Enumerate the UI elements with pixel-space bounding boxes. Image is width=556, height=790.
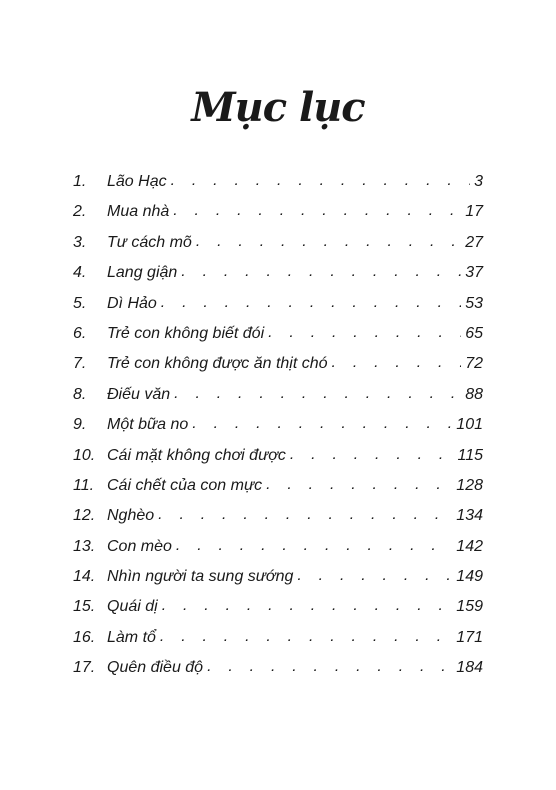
toc-dot-leader [207, 658, 452, 676]
toc-entry-number: 2. [73, 203, 87, 221]
toc-entry-title: Điếu văn [107, 386, 174, 404]
table-of-contents [73, 173, 483, 690]
toc-dot-leader [196, 233, 461, 251]
toc-entry[interactable] [73, 477, 483, 507]
toc-entry[interactable] [73, 416, 483, 446]
toc-entry-title: Cái mặt không chơi được [107, 447, 290, 465]
toc-entry-title: Trẻ con không được ăn thịt chó [107, 355, 332, 373]
toc-entry[interactable] [73, 659, 483, 689]
toc-entry-page: 37 [461, 264, 483, 282]
toc-dot-leader [332, 354, 462, 372]
toc-entry[interactable] [73, 234, 483, 264]
toc-entry-number: 11. [73, 476, 95, 494]
toc-entry-title: Dì Hảo [107, 295, 161, 313]
toc-entry-page: 159 [452, 598, 483, 616]
toc-dot-leader [290, 446, 454, 464]
toc-entry-page: 72 [461, 355, 483, 373]
toc-dot-leader [171, 172, 471, 190]
toc-entry-title: Trẻ con không biết đói [107, 325, 268, 343]
toc-entry-title: Lang giận [107, 264, 181, 282]
toc-entry[interactable] [73, 264, 483, 294]
toc-entry-number: 1. [73, 173, 87, 190]
toc-entry-page: 3 [470, 173, 483, 191]
toc-entry[interactable] [73, 568, 483, 598]
toc-entry-number: 3. [73, 233, 87, 251]
toc-entry-title: Lão Hạc [107, 173, 171, 191]
toc-entry-page: 101 [452, 416, 483, 434]
toc-entry-page: 171 [452, 629, 483, 647]
toc-entry[interactable] [73, 598, 483, 628]
toc-entry-number: 7. [73, 355, 87, 373]
toc-entry-number: 4. [73, 264, 87, 282]
toc-entry-page: 142 [452, 538, 483, 556]
toc-entry[interactable] [73, 355, 483, 385]
page-title: Mục lục [191, 84, 365, 131]
toc-entry[interactable] [73, 386, 483, 416]
toc-dot-leader [266, 476, 452, 494]
toc-dot-leader [173, 202, 461, 220]
toc-entry-number: 15. [73, 598, 96, 616]
toc-entry-title: Mua nhà [107, 203, 173, 221]
toc-entry-number: 13. [73, 537, 96, 555]
toc-dot-leader [160, 628, 452, 646]
toc-entry[interactable] [73, 447, 483, 477]
toc-entry-page: 65 [461, 325, 483, 343]
toc-entry-page: 149 [452, 568, 483, 586]
toc-entry-number: 9. [73, 416, 87, 434]
toc-entry-title: Cái chết của con mực [107, 477, 266, 495]
toc-dot-leader [176, 537, 452, 555]
toc-dot-leader [192, 415, 452, 433]
toc-dot-leader [268, 324, 461, 342]
toc-entry[interactable] [73, 295, 483, 325]
toc-entry-page: 17 [461, 203, 483, 221]
toc-entry-title: Nhìn người ta sung sướng [107, 568, 297, 586]
toc-dot-leader [162, 597, 453, 615]
toc-entry[interactable] [73, 203, 483, 233]
toc-dot-leader [174, 385, 461, 403]
toc-entry-title: Một bữa no [107, 416, 192, 434]
toc-entry[interactable] [73, 629, 483, 659]
toc-entry-title: Con mèo [107, 538, 176, 556]
toc-dot-leader [181, 263, 461, 281]
toc-dot-leader [297, 567, 452, 585]
toc-entry-number: 12. [73, 507, 96, 525]
toc-entry-number: 8. [73, 385, 87, 403]
toc-entry-number: 14. [73, 568, 96, 586]
toc-entry[interactable] [73, 538, 483, 568]
toc-entry[interactable] [73, 173, 483, 203]
toc-entry-title: Tư cách mõ [107, 234, 196, 252]
toc-entry-page: 53 [461, 295, 483, 313]
toc-entry-page: 27 [461, 234, 483, 252]
toc-entry-page: 115 [453, 447, 483, 465]
toc-entry-page: 184 [452, 659, 483, 677]
toc-entry-number: 16. [73, 628, 96, 646]
toc-entry[interactable] [73, 325, 483, 355]
toc-dot-leader [161, 294, 461, 312]
toc-entry[interactable] [73, 507, 483, 537]
toc-entry-title: Quái dị [107, 598, 162, 616]
toc-entry-title: Quên điều độ [107, 659, 207, 677]
toc-entry-number: 5. [73, 294, 87, 312]
toc-entry-title: Làm tổ [107, 629, 160, 647]
toc-entry-number: 10. [73, 446, 96, 464]
toc-entry-number: 6. [73, 324, 87, 342]
toc-entry-page: 134 [452, 507, 483, 525]
toc-entry-number: 17. [73, 659, 96, 677]
toc-dot-leader [158, 506, 452, 524]
toc-entry-title: Nghèo [107, 507, 158, 525]
toc-entry-page: 128 [452, 477, 483, 495]
toc-entry-page: 88 [461, 386, 483, 404]
